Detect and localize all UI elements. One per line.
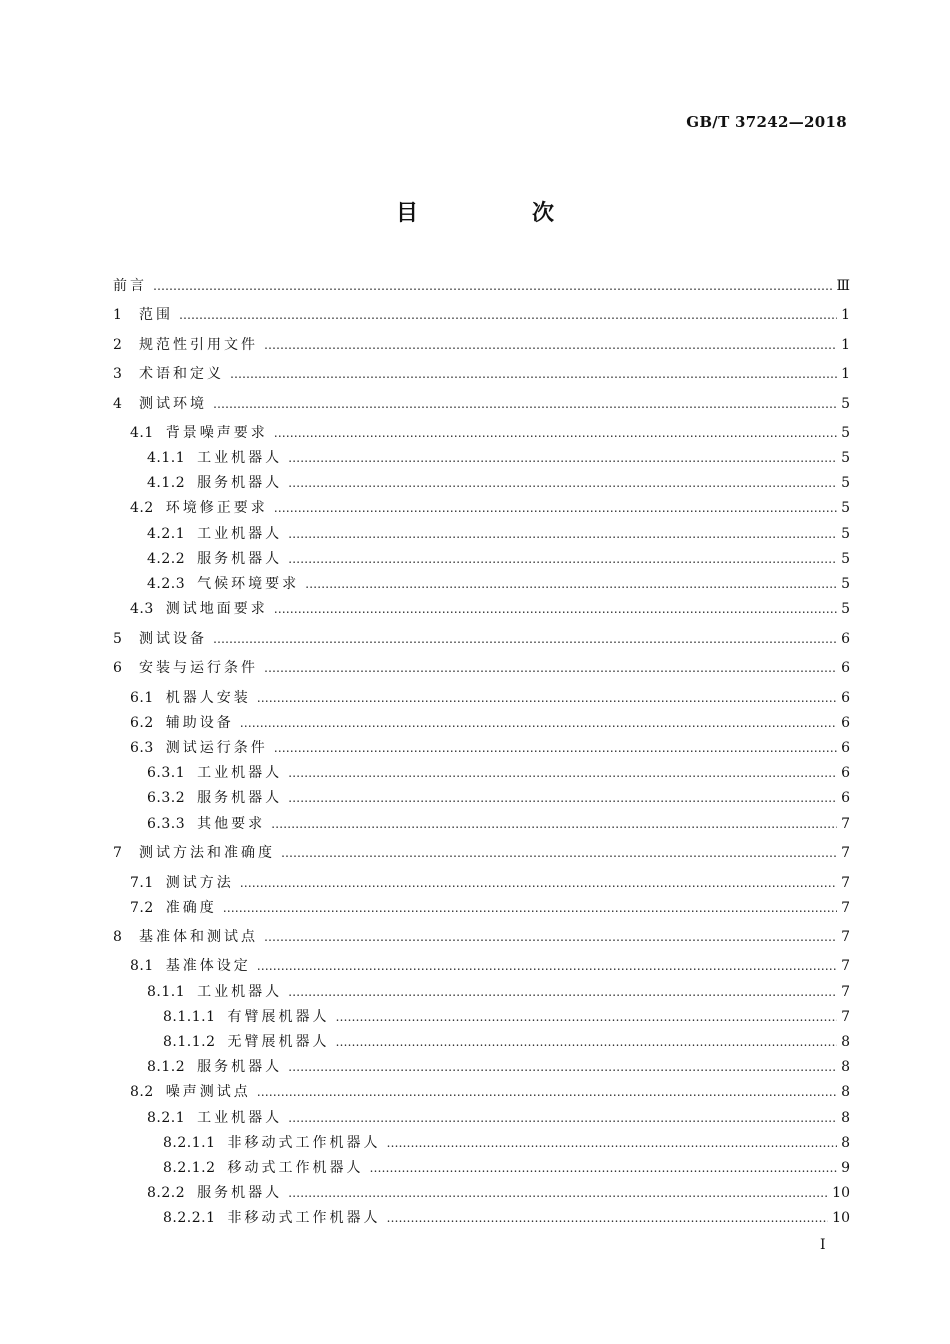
toc-entry-label: 有臂展机器人 bbox=[227, 1009, 330, 1025]
toc-entry[interactable] bbox=[113, 573, 850, 595]
toc-entry-page: 6 bbox=[841, 631, 850, 647]
toc-entry-label: 安装与运行条件 bbox=[139, 660, 258, 676]
toc-entry[interactable] bbox=[113, 1107, 850, 1129]
toc-entry-number: 6.2 bbox=[130, 715, 154, 731]
toc-entry[interactable] bbox=[113, 657, 850, 679]
toc-entry[interactable] bbox=[113, 897, 850, 919]
toc-entry-label: 测试运行条件 bbox=[165, 740, 268, 756]
standard-code: GB/T 37242—2018 bbox=[686, 113, 847, 131]
toc-leader-dots bbox=[288, 523, 837, 545]
toc-leader-dots bbox=[281, 842, 837, 864]
toc-entry-page: 5 bbox=[841, 500, 850, 516]
toc-leader-dots bbox=[288, 447, 837, 469]
toc-entry-page: 7 bbox=[841, 929, 850, 945]
toc-entry-label: 无臂展机器人 bbox=[227, 1034, 330, 1050]
toc-entry-number: 8.1.1 bbox=[147, 984, 186, 1000]
toc-entry-number: 8.1.1.1 bbox=[163, 1009, 216, 1025]
toc-leader-dots bbox=[257, 1081, 837, 1103]
toc-entry[interactable] bbox=[113, 472, 850, 494]
toc-entry-label: 基准体和测试点 bbox=[139, 929, 258, 945]
toc-leader-dots bbox=[223, 897, 837, 919]
toc-entry[interactable] bbox=[113, 523, 850, 545]
toc-leader-dots bbox=[288, 762, 837, 784]
toc-entry-page: 5 bbox=[841, 450, 850, 466]
toc-leader-dots bbox=[386, 1132, 837, 1154]
toc-entry-page: 8 bbox=[841, 1084, 850, 1100]
toc-entry[interactable] bbox=[113, 422, 850, 444]
toc-entry[interactable] bbox=[113, 334, 850, 356]
toc-entry-label: 工业机器人 bbox=[197, 765, 283, 781]
toc-entry[interactable] bbox=[113, 598, 850, 620]
toc-entry-number: 4.2.2 bbox=[147, 551, 186, 567]
toc-entry-page: 5 bbox=[841, 576, 850, 592]
toc-entry-number: 1 bbox=[113, 307, 123, 323]
toc-entry-number: 6.1 bbox=[130, 690, 154, 706]
toc-entry-page: Ⅲ bbox=[836, 278, 850, 294]
toc-entry-page: 6 bbox=[841, 765, 850, 781]
toc-title: 目 次 bbox=[395, 200, 600, 226]
toc-entry-number: 8.1 bbox=[130, 958, 154, 974]
toc-leader-dots bbox=[369, 1157, 837, 1179]
toc-entry-label: 移动式工作机器人 bbox=[227, 1160, 364, 1176]
toc-entry-label: 准确度 bbox=[165, 900, 217, 916]
toc-entry-label: 环境修正要求 bbox=[165, 500, 268, 516]
toc-entry[interactable] bbox=[113, 1132, 850, 1154]
toc-leader-dots bbox=[240, 712, 837, 734]
toc-entry[interactable] bbox=[113, 926, 850, 948]
toc-entry-page: 1 bbox=[841, 337, 850, 353]
toc-leader-dots bbox=[335, 1006, 837, 1028]
toc-entry-number: 4.1.2 bbox=[147, 475, 186, 491]
toc-entry[interactable] bbox=[113, 1157, 850, 1179]
toc-entry-number: 8.1.2 bbox=[147, 1059, 186, 1075]
toc-entry[interactable] bbox=[113, 363, 850, 385]
toc-entry-page: 5 bbox=[841, 551, 850, 567]
toc-entry-label: 基准体设定 bbox=[165, 958, 251, 974]
toc-entry-page: 8 bbox=[841, 1034, 850, 1050]
toc-entry[interactable] bbox=[113, 1081, 850, 1103]
toc-entry[interactable] bbox=[113, 447, 850, 469]
toc-entry-page: 5 bbox=[841, 475, 850, 491]
toc-entry-number: 6.3.1 bbox=[147, 765, 186, 781]
toc-entry[interactable] bbox=[113, 1056, 850, 1078]
toc-entry-number: 2 bbox=[113, 337, 123, 353]
toc-entry-label: 背景噪声要求 bbox=[165, 425, 268, 441]
toc-entry-label: 工业机器人 bbox=[197, 450, 283, 466]
toc-leader-dots bbox=[288, 1056, 837, 1078]
toc-leader-dots bbox=[335, 1031, 837, 1053]
toc-entry-page: 10 bbox=[832, 1210, 850, 1226]
toc-entry-page: 7 bbox=[841, 875, 850, 891]
toc-entry[interactable] bbox=[113, 872, 850, 894]
toc-leader-dots bbox=[274, 737, 837, 759]
toc-entry-label: 工业机器人 bbox=[197, 526, 283, 542]
toc-entry-number: 8.2.2 bbox=[147, 1185, 186, 1201]
toc-entry-number: 4.2.1 bbox=[147, 526, 186, 542]
toc-entry[interactable] bbox=[113, 787, 850, 809]
toc-entry-number: 5 bbox=[113, 631, 123, 647]
toc-entry[interactable] bbox=[113, 275, 850, 297]
toc-entry-label: 服务机器人 bbox=[197, 790, 283, 806]
toc-leader-dots bbox=[179, 304, 837, 326]
toc-entry-number: 8.2.1.2 bbox=[163, 1160, 216, 1176]
toc-entry-label: 规范性引用文件 bbox=[139, 337, 258, 353]
toc-entry-page: 7 bbox=[841, 1009, 850, 1025]
toc-leader-dots bbox=[288, 472, 837, 494]
toc-entry-page: 5 bbox=[841, 601, 850, 617]
toc-entry-number: 8.2.2.1 bbox=[163, 1210, 216, 1226]
toc-entry-page: 8 bbox=[841, 1110, 850, 1126]
toc-leader-dots bbox=[288, 1182, 828, 1204]
toc-entry-label: 前言 bbox=[113, 278, 147, 294]
toc-leader-dots bbox=[257, 687, 837, 709]
toc-entry-label: 机器人安装 bbox=[165, 690, 251, 706]
toc-leader-dots bbox=[288, 981, 837, 1003]
toc-entry[interactable] bbox=[113, 1182, 850, 1204]
toc-leader-dots bbox=[288, 787, 837, 809]
toc-leader-dots bbox=[264, 334, 837, 356]
toc-entry-page: 5 bbox=[841, 396, 850, 412]
toc-entry-page: 5 bbox=[841, 526, 850, 542]
toc-entry-number: 8.1.1.2 bbox=[163, 1034, 216, 1050]
toc-entry[interactable] bbox=[113, 813, 850, 835]
toc-entry-page: 6 bbox=[841, 715, 850, 731]
toc-entry-number: 8 bbox=[113, 929, 123, 945]
toc-entry-number: 4.1.1 bbox=[147, 450, 186, 466]
toc-entry-page: 7 bbox=[841, 816, 850, 832]
toc-leader-dots bbox=[274, 422, 837, 444]
toc-entry[interactable] bbox=[113, 548, 850, 570]
toc-entry-label: 辅助设备 bbox=[165, 715, 234, 731]
toc-entry[interactable] bbox=[113, 1207, 850, 1229]
toc-entry-page: 6 bbox=[841, 690, 850, 706]
toc-entry-number: 7.1 bbox=[130, 875, 154, 891]
toc-leader-dots bbox=[386, 1207, 828, 1229]
toc-entry-number: 4.1 bbox=[130, 425, 154, 441]
toc-entry-number: 3 bbox=[113, 366, 123, 382]
toc-entry-label: 非移动式工作机器人 bbox=[227, 1135, 381, 1151]
toc-entry-number: 4.3 bbox=[130, 601, 154, 617]
toc-leader-dots bbox=[264, 657, 837, 679]
toc-entry-page: 7 bbox=[841, 984, 850, 1000]
toc-entry[interactable] bbox=[113, 628, 850, 650]
toc-leader-dots bbox=[274, 598, 837, 620]
toc-entry[interactable] bbox=[113, 737, 850, 759]
toc-entry-label: 服务机器人 bbox=[197, 551, 283, 567]
toc-leader-dots bbox=[274, 497, 837, 519]
toc-entry-page: 7 bbox=[841, 845, 850, 861]
toc-entry-page: 10 bbox=[832, 1185, 850, 1201]
toc-entry-page: 1 bbox=[841, 366, 850, 382]
toc-entry-label: 非移动式工作机器人 bbox=[227, 1210, 381, 1226]
toc-entry[interactable] bbox=[113, 304, 850, 326]
toc-entry-number: 4 bbox=[113, 396, 123, 412]
toc-entry-page: 6 bbox=[841, 660, 850, 676]
toc-entry-number: 6 bbox=[113, 660, 123, 676]
toc-leader-dots bbox=[257, 955, 837, 977]
toc-leader-dots bbox=[271, 813, 837, 835]
toc-entry[interactable] bbox=[113, 762, 850, 784]
toc-entry-label: 工业机器人 bbox=[197, 1110, 283, 1126]
toc-entry-label: 噪声测试点 bbox=[165, 1084, 251, 1100]
toc-entry-label: 测试环境 bbox=[139, 396, 207, 412]
toc-entry-label: 服务机器人 bbox=[197, 475, 283, 491]
toc-entry[interactable] bbox=[113, 687, 850, 709]
toc-leader-dots bbox=[305, 573, 837, 595]
toc-entry-page: 7 bbox=[841, 900, 850, 916]
toc-entry[interactable] bbox=[113, 955, 850, 977]
toc-entry-number: 6.3 bbox=[130, 740, 154, 756]
toc-leader-dots bbox=[230, 363, 837, 385]
toc-entry-page: 6 bbox=[841, 790, 850, 806]
toc-entry-number: 4.2 bbox=[130, 500, 154, 516]
toc-entry-number: 7 bbox=[113, 845, 123, 861]
toc-entry[interactable] bbox=[113, 1031, 850, 1053]
toc-entry-label: 气候环境要求 bbox=[197, 576, 300, 592]
toc-entry-page: 7 bbox=[841, 958, 850, 974]
toc-entry-page: 8 bbox=[841, 1135, 850, 1151]
toc-entry-page: 6 bbox=[841, 740, 850, 756]
toc-entry-label: 测试地面要求 bbox=[165, 601, 268, 617]
toc-entry-number: 6.3.3 bbox=[147, 816, 186, 832]
page-folio: Ⅰ bbox=[820, 1237, 826, 1253]
toc-leader-dots bbox=[213, 393, 837, 415]
toc-entry[interactable] bbox=[113, 497, 850, 519]
toc-entry[interactable] bbox=[113, 1006, 850, 1028]
toc-entry-number: 4.2.3 bbox=[147, 576, 186, 592]
toc-entry-label: 测试设备 bbox=[139, 631, 207, 647]
toc-entry-page: 9 bbox=[841, 1160, 850, 1176]
toc-entry-number: 8.2.1 bbox=[147, 1110, 186, 1126]
toc-entry-label: 服务机器人 bbox=[197, 1059, 283, 1075]
toc-entry-number: 7.2 bbox=[130, 900, 154, 916]
toc-entry-label: 测试方法和准确度 bbox=[139, 845, 275, 861]
toc-entry-page: 1 bbox=[841, 307, 850, 323]
toc-entry-label: 工业机器人 bbox=[197, 984, 283, 1000]
toc-entry-number: 8.2.1.1 bbox=[163, 1135, 216, 1151]
toc-entry-label: 测试方法 bbox=[165, 875, 234, 891]
toc-entry[interactable] bbox=[113, 842, 850, 864]
toc-leader-dots bbox=[213, 628, 837, 650]
toc-entry[interactable] bbox=[113, 712, 850, 734]
toc-leader-dots bbox=[288, 1107, 837, 1129]
toc-entry[interactable] bbox=[113, 981, 850, 1003]
toc-entry-label: 术语和定义 bbox=[139, 366, 224, 382]
toc-leader-dots bbox=[153, 275, 832, 297]
toc-entry-label: 范围 bbox=[139, 307, 173, 323]
toc-entry-page: 5 bbox=[841, 425, 850, 441]
toc-leader-dots bbox=[288, 548, 837, 570]
toc-leader-dots bbox=[264, 926, 837, 948]
toc-entry-number: 8.2 bbox=[130, 1084, 154, 1100]
toc-entry-number: 6.3.2 bbox=[147, 790, 186, 806]
toc-entry-label: 其他要求 bbox=[197, 816, 266, 832]
toc-entry-label: 服务机器人 bbox=[197, 1185, 283, 1201]
toc-entry[interactable] bbox=[113, 393, 850, 415]
toc-leader-dots bbox=[240, 872, 837, 894]
toc-entry-page: 8 bbox=[841, 1059, 850, 1075]
